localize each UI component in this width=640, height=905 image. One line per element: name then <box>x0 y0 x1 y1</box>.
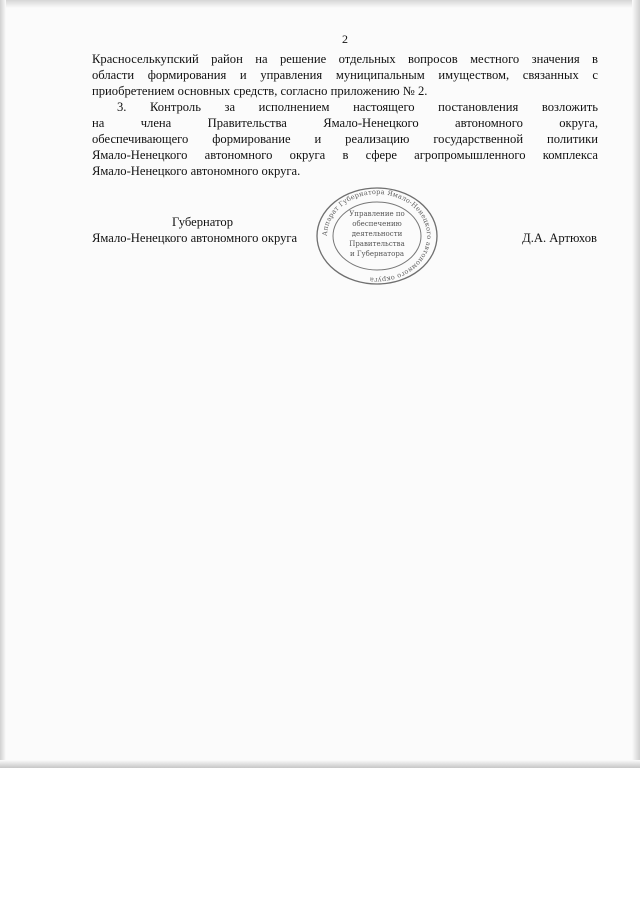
scan-shadow-bottom <box>0 760 640 768</box>
page-number: 2 <box>342 32 348 46</box>
signatory-title: Губернатор <box>172 215 233 229</box>
seal-inner-line: и Губернатора <box>349 250 405 258</box>
body-text-line: области формирования и управления муниципальным имуществом, связанных с <box>92 68 598 82</box>
seal-inner-line: обеспечению <box>352 220 402 228</box>
blank-margin-area <box>0 768 640 905</box>
body-text-line: Ямало-Ненецкого автономного округа в сфере агропромышленного комплекса <box>92 148 598 162</box>
scan-shadow-top <box>0 0 640 8</box>
signatory-region: Ямало-Ненецкого автономного округа <box>92 231 298 245</box>
seal-inner-line: Правительства <box>349 240 405 248</box>
scan-shadow-left <box>0 0 6 768</box>
seal-outer-text: Аппарат Губернатора Ямало-Ненецкого автономного округа <box>320 187 434 285</box>
seal-inner-line: Управление по <box>349 210 405 218</box>
body-text-line: приобретением основных средств, согласно приложению № 2. <box>92 84 428 98</box>
signatory-name: Д.А. Артюхов <box>522 231 597 245</box>
body-text-line: на члена Правительства Ямало-Ненецкого автономного округа, <box>92 116 598 130</box>
body-text-line: обеспечивающего формирование и реализацию государственной политики <box>92 132 598 146</box>
scan-shadow-right <box>632 0 640 768</box>
seal-inner-line: деятельности <box>351 230 403 238</box>
body-text-line: Ямало-Ненецкого автономного округа. <box>92 164 301 178</box>
body-text-line: Красноселькупский район на решение отдельных вопросов местного значения в <box>92 52 598 66</box>
body-text-line: 3. Контроль за исполнением настоящего постановления возложить <box>117 100 598 114</box>
official-seal <box>315 186 439 286</box>
